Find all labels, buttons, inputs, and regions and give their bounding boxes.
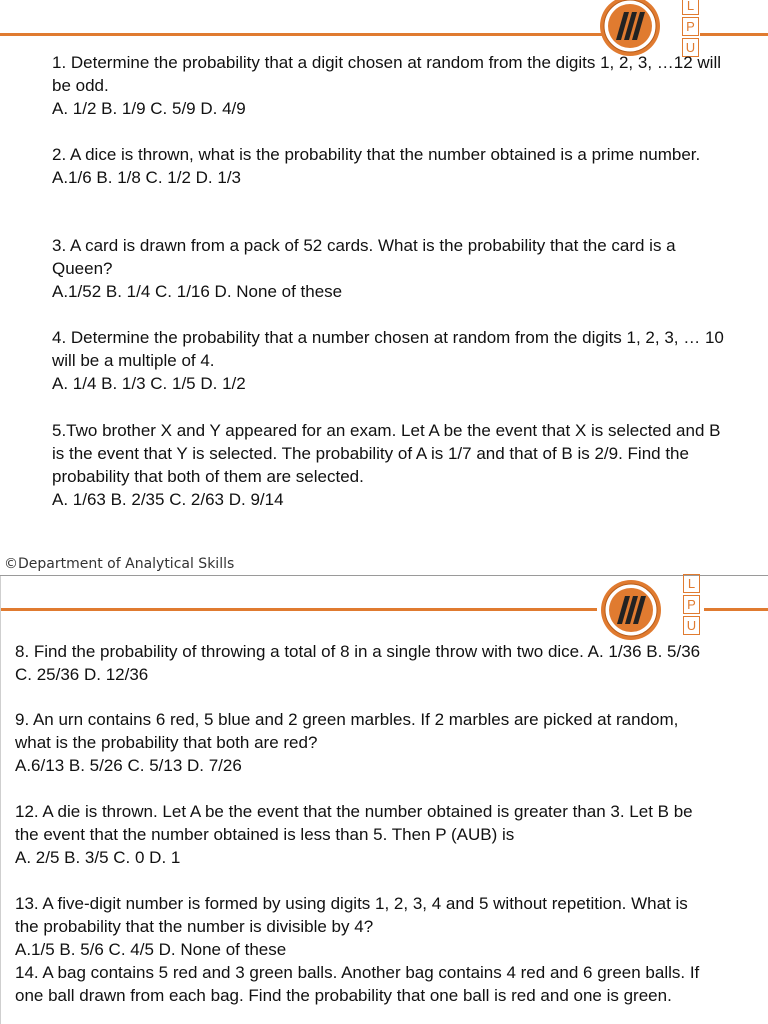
question-text: 12. A die is thrown. Let A be the event that the number obtained is greater than 3. Let B be the event that the number obtained is less than 5. Then P (AUB) is — [15, 802, 693, 844]
question-options: A.1/52 B. 1/4 C. 1/16 D. None of these — [52, 282, 343, 301]
logo-letter-l: L — [682, 0, 699, 15]
logo-letter-p: P — [683, 595, 700, 614]
question-text: 8. Find the probability of throwing a total of 8 in a single throw with two dice. A. 1/36 B. 5/36 C. 25/36 D. 12/36 — [15, 642, 701, 684]
header-band-left — [0, 33, 604, 36]
university-seal-logo — [598, 0, 662, 58]
question-14 — [15, 961, 705, 1007]
question-text: 3. A card is drawn from a pack of 52 cards. What is the probability that the card is a Queen? — [52, 236, 676, 278]
question-5 — [52, 419, 732, 511]
question-options: A. 1/63 B. 2/35 C. 2/63 D. 9/14 — [52, 490, 284, 509]
question-13 — [15, 892, 705, 961]
logo-letter-p: P — [682, 17, 699, 36]
header-band-right — [700, 33, 768, 36]
question-text: 9. An urn contains 6 red, 5 blue and 2 green marbles. If 2 marbles are picked at random, what is the probability that both are red? — [15, 710, 679, 752]
university-seal-logo — [599, 578, 663, 642]
question-options: A. 1/2 B. 1/9 C. 5/9 D. 4/9 — [52, 99, 246, 118]
question-4 — [52, 326, 732, 395]
logo-letter-u: U — [683, 616, 700, 635]
logo-letter-l: L — [683, 574, 700, 593]
logo-letter-u: U — [682, 38, 699, 57]
question-1 — [52, 51, 732, 120]
header-band-left — [1, 608, 597, 611]
question-options: A.1/5 B. 5/6 C. 4/5 D. None of these — [15, 940, 287, 959]
question-text: 1. Determine the probability that a digit chosen at random from the digits 1, 2, 3, …12 will be odd. — [52, 53, 722, 95]
question-text: 14. A bag contains 5 red and 3 green balls. Another bag contains 4 red and 6 green balls. If one ball drawn from each bag. Find the probability that one ball is red and one is green. — [15, 963, 700, 1005]
question-text: 5.Two brother X and Y appeared for an exam. Let A be the event that X is selected and B is the event that Y is selected. The probability of A is 1/7 and that of B is 2/9. Find the probability that both of them are selected. — [52, 421, 721, 486]
question-text: 2. A dice is thrown, what is the probability that the number obtained is a prime number. — [52, 145, 701, 164]
lpu-letter-boxes — [683, 574, 700, 637]
question-options: A.1/6 B. 1/8 C. 1/2 D. 1/3 — [52, 168, 241, 187]
question-12 — [15, 800, 705, 869]
question-8 — [15, 640, 705, 686]
question-3 — [52, 234, 732, 303]
question-text: 4. Determine the probability that a number chosen at random from the digits 1, 2, 3, … 10 will be a multiple of 4. — [52, 328, 724, 370]
header-band-right — [704, 608, 768, 611]
question-9 — [15, 708, 705, 777]
question-2 — [52, 143, 732, 189]
question-options: A.6/13 B. 5/26 C. 5/13 D. 7/26 — [15, 756, 242, 775]
question-options: A. 2/5 B. 3/5 C. 0 D. 1 — [15, 848, 181, 867]
question-text: 13. A five-digit number is formed by using digits 1, 2, 3, 4 and 5 without repetition. What is the probability that the number is divisible by 4? — [15, 894, 688, 936]
slide-2 — [0, 576, 768, 1024]
question-options: A. 1/4 B. 1/3 C. 1/5 D. 1/2 — [52, 374, 246, 393]
footer-copyright: ©Department of Analytical Skills — [4, 556, 235, 572]
